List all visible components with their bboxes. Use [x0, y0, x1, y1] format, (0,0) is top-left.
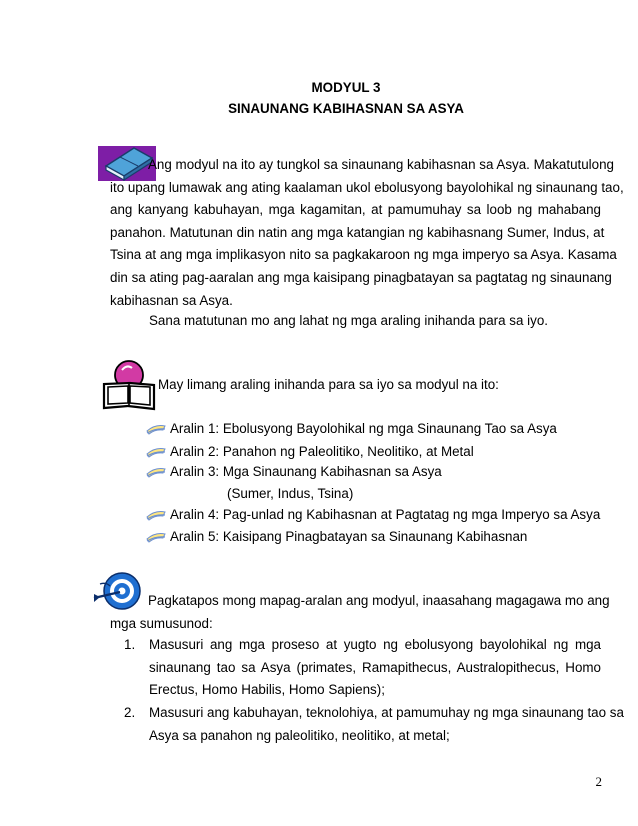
pencil-icon: [146, 465, 166, 479]
intro-line: din sa ating pag-aaralan ang mga kaisipang pinagbatayan sa pagtatag ng sinaunang: [110, 269, 612, 285]
list-item: [146, 444, 474, 459]
lesson-label: Aralin 2: Panahon ng Paleolitiko, Neolitiko, at Metal: [170, 444, 474, 459]
pencil-icon: [146, 508, 166, 522]
lesson-label: Aralin 1: Ebolusyong Bayolohikal ng mga Sinaunang Tao sa Asya: [170, 421, 557, 436]
lesson-label: Aralin 4: Pag-unlad ng Kabihasnan at Pagtatag ng mga Imperyo sa Asya: [170, 507, 601, 522]
objectives-intro-line: mga sumusunod:: [110, 615, 213, 631]
intro-line: Ang modyul na ito ay tungkol sa sinaunang kabihasnan sa Asya. Makatutulong: [148, 157, 615, 172]
intro-line: ito upang lumawak ang ating kaalaman ukol ebolusyong bayolohikal ng sinaunang tao,: [110, 179, 624, 195]
objective-line: Masusuri ang kabuhayan, teknolohiya, at pamumuhay ng mga sinaunang tao sa: [149, 705, 624, 720]
objectives-intro: [110, 590, 610, 635]
intro-line: kabihasnan sa Asya.: [110, 292, 233, 308]
objective-number: 1.: [124, 637, 136, 652]
objective-line: sinaunang tao sa Asya (primates, Ramapithecus, Australopithecus, Homo: [149, 659, 601, 675]
intro-line: ang kanyang kabuhayan, mga kagamitan, at pamumuhay sa loob ng mahabang: [110, 202, 601, 218]
objectives-intro-line: Pagkatapos mong mapag-aralan ang modyul, inaasahang magagawa mo ang: [148, 593, 610, 608]
list-item: [146, 507, 600, 522]
module-title: MODYUL 3: [311, 80, 381, 95]
intro-closing: Sana matutunan mo ang lahat ng mga araling inihanda para sa iyo.: [149, 313, 549, 328]
module-subtitle: SINAUNANG KABIHASNAN SA ASYA: [228, 101, 464, 116]
lesson-sub-note: (Sumer, Indus, Tsina): [227, 486, 354, 501]
intro-paragraph: [110, 154, 624, 312]
pencil-icon: [146, 530, 166, 544]
page-number: 2: [595, 774, 602, 789]
objective-number: 2.: [124, 705, 136, 720]
pencil-icon: [146, 445, 166, 459]
list-item: [146, 529, 527, 544]
objective-line: Asya sa panahon ng paleolitiko, neolitiko, at metal;: [149, 727, 450, 743]
objective-item: [124, 702, 624, 750]
pencil-icon: [146, 422, 166, 436]
intro-line: Tsina at ang mga implikasyon nito sa pagkakaroon ng mga imperyo sa Asya. Kasama: [110, 247, 617, 263]
objective-line: Erectus, Homo Habilis, Homo Sapiens);: [149, 682, 385, 698]
intro-line: panahon. Matutunan din natin ang mga katangian ng kabihasnang Sumer, Indus, at: [110, 224, 605, 240]
lesson-label: Aralin 3: Mga Sinaunang Kabihasnan sa Asya: [170, 464, 442, 479]
open-book-icon: [102, 356, 156, 412]
objective-line: Masusuri ang mga proseso at yugto ng ebolusyong bayolohikal ng mga: [149, 637, 601, 652]
objective-item: [124, 634, 601, 704]
lessons-intro: May limang araling inihanda para sa iyo sa modyul na ito:: [158, 377, 499, 392]
list-item: [146, 464, 442, 479]
list-item: [146, 421, 557, 436]
lesson-label: Aralin 5: Kaisipang Pinagbatayan sa Sinaunang Kabihasnan: [170, 529, 528, 544]
